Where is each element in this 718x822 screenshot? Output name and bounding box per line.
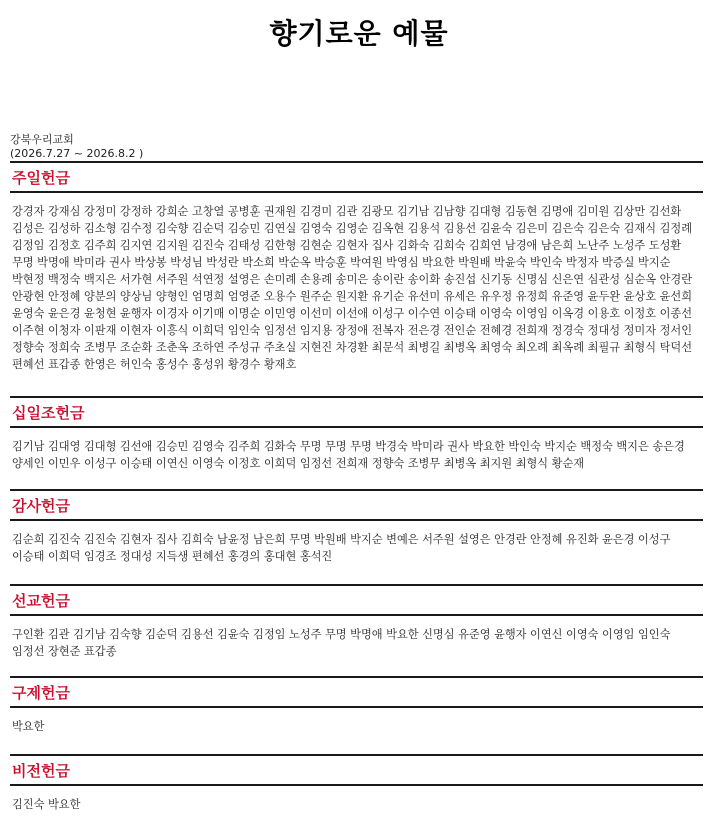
donor-list: 구인환 김관 김기남 김숙향 김순덕 김용선 김윤숙 김정임 노성주 무명 박명애 박요한 신명심 유준영 윤행자 이연신 이영숙 이영임 임인숙 임정선 장현준 표갑종 bbox=[12, 628, 671, 658]
donor-list: 김진숙 박요한 bbox=[12, 798, 81, 811]
donor-list: 강경자 강재심 강정미 강정하 강희순 고창열 공병훈 권재원 김경미 김관 김광모 김기남 김남향 김대형 김동현 김명애 김미원 김상만 김선화 김성은 김성하 김소형 김수정 김숙향 김순덕 김승민 김연실 김영숙 김영순 김옥현 김용석 김용선 김윤숙 김은미 김은숙 김은숙 김재식 김정례 김정임 김정호 김주희 김지연 김지원 김진숙 김태성 김한형 김현순 김현자 집사 김화숙 김희숙 김희연 남경애 남은희 노난주 노성주 도성환 무명 박명애 박미라 권사 박상봉 박성님 박성란 박소희 박순옥 박승훈 박여원 박영심 박요한 박원배 박윤숙 박인숙 박정자 박증실 박지순 박현정 백정숙 백지은 서가현 서주원 석연정 설영은 손미례 손용례 송미은 송이란 송이화 송진섭 신기동 신명심 신은연 심관성 심순옥 안경란 안광현 안정혜 양분의 양상님 양형인 엄명희 엄영준 오용수 원주순 원지환 유기순 유선미 유세은 유우정 유정희 유준영 윤두완 윤상호 윤선희 윤영숙 윤은경 윤청현 윤행자 이경자 이기매 이명순 이민영 이선미 이선애 이성구 이수연 이승태 이영숙 이영임 이옥경 이용호 이정호 이종선 이주현 이청자 이판재 이현자 이흥식 이희덕 임인숙 임정선 임지용 장정애 전복자 전은경 전인순 전혜경 전희재 정경숙 정대성 정미자 정서인 정향숙 정희숙 조병무 조순화 조춘옥 조하연 주성규 주초실 지현진 차경환 최문석 최병길 최병옥 최영숙 최오례 최옥례 최필규 최형식 탁덕선 편혜선 표갑종 한영은 허인숙 홍성수 홍성위 황경수 황재호 bbox=[12, 205, 693, 371]
section-thanksgiving bbox=[10, 489, 703, 565]
section-relief bbox=[10, 676, 703, 735]
section-title: 비전헌금 bbox=[10, 756, 703, 786]
church-name: 강북우리교회 bbox=[10, 133, 74, 146]
section-title: 구제헌금 bbox=[10, 678, 703, 708]
donor-list: 김기남 김대영 김대형 김선애 김승민 김영숙 김주희 김화숙 무명 무명 무명 박경숙 박미라 권사 박요한 박인숙 박지순 백정숙 백지은 송은경 양세인 이민우 이성구 이승태 이연신 이영숙 이정호 이희덕 임정선 전희재 정향숙 조병무 최병옥 최지원 최형식 황순재 bbox=[12, 440, 685, 470]
section-title: 감사헌금 bbox=[10, 491, 703, 521]
section-tithe bbox=[10, 396, 703, 472]
section-title: 십일조헌금 bbox=[10, 398, 703, 428]
page-title: 향기로운 예물 bbox=[269, 17, 449, 50]
church-info bbox=[10, 133, 143, 161]
donor-list: 김순희 김진숙 김진숙 김현자 집사 김희숙 남윤정 남은희 무명 박원배 박지순 변예은 서주원 설영은 안경란 안정혜 유진화 윤은경 이성구 이승태 이희덕 임경조 정대성 지득생 편혜선 홍경의 홍대현 홍석진 bbox=[12, 533, 671, 563]
section-sunday-offering bbox=[10, 161, 703, 373]
report-period: (2026.7.27 ~ 2026.8.2 ) bbox=[10, 147, 144, 160]
section-vision bbox=[10, 754, 703, 813]
section-title: 주일헌금 bbox=[10, 163, 703, 193]
section-mission bbox=[10, 584, 703, 660]
donor-list: 박요한 bbox=[12, 720, 45, 733]
section-title: 선교헌금 bbox=[10, 586, 703, 616]
